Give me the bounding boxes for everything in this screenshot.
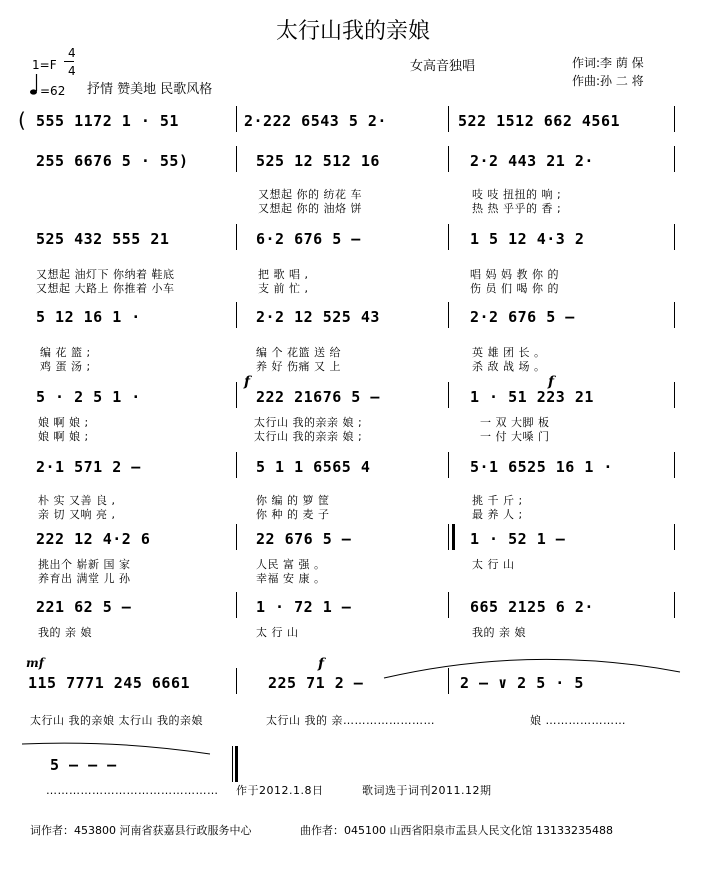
barline xyxy=(674,302,675,328)
measure-1: 5 · 2 5 1 · xyxy=(36,388,141,406)
lyric-verse1: 唱 妈 妈 教 你 的 xyxy=(470,268,559,281)
measure-3: 665 2125 6 2· xyxy=(470,598,594,616)
lyric-verse1: 太行山 我的 亲…………………… xyxy=(266,714,435,727)
lyric-verse2: 一 付 大嗓 门 xyxy=(480,430,550,443)
lyric-verse2: 伤 员 们 喝 你 的 xyxy=(470,282,559,295)
voice-type: 女高音独唱 xyxy=(410,59,476,74)
dynamic-forte: f xyxy=(548,374,555,390)
barline xyxy=(448,302,449,328)
barline xyxy=(236,106,237,132)
lyric-verse2: 杀 敌 战 场 。 xyxy=(472,360,546,373)
time-signature-top: 4 xyxy=(68,46,76,60)
lyric-verse2: 幸福 安 康 。 xyxy=(256,572,326,585)
measure-3: 1 5 12 4·3 2 xyxy=(470,230,585,248)
measure-2: 525 12 512 16 xyxy=(256,152,380,170)
measure-3: 522 1512 662 4561 xyxy=(458,112,621,130)
barline xyxy=(448,668,449,694)
final-barline-thick xyxy=(235,746,238,782)
barline xyxy=(236,224,237,250)
lyric-verse1: 挑 千 斤 ; xyxy=(472,494,523,507)
lyric-verse1: 编 个 花篮 送 给 xyxy=(256,346,341,359)
lyric-verse1: 编 花 篮 ; xyxy=(40,346,91,359)
barline xyxy=(448,592,449,618)
measure-3: 5·1 6525 16 1 · xyxy=(470,458,613,476)
lyric-verse1: 我的 亲 娘 xyxy=(38,626,92,639)
lyric-verse1: 一 双 大脚 板 xyxy=(480,416,550,429)
barline xyxy=(236,668,237,694)
measure-2: 225 71 2 — xyxy=(268,674,364,692)
measure-2: 1 · 72 1 — xyxy=(256,598,352,616)
quarter-note-icon xyxy=(30,74,38,96)
lyric-verse1: 太 行 山 xyxy=(256,626,299,639)
lyric-verse2: 热 热 乎乎的 香 ; xyxy=(472,202,562,215)
barline xyxy=(236,146,237,172)
measure-1: 5 12 16 1 · xyxy=(36,308,141,326)
barline xyxy=(674,452,675,478)
lyric-verse1: 人民 富 强 。 xyxy=(256,558,326,571)
lyric-verse1: 娘 啊 娘 ; xyxy=(38,416,89,429)
barline xyxy=(674,592,675,618)
lyric-verse1: 吱 吱 扭扭的 响 ; xyxy=(472,188,562,201)
barline xyxy=(674,224,675,250)
lyric-verse1: 娘 ………………… xyxy=(530,714,626,727)
barline xyxy=(448,146,449,172)
lyric-verse2: 养 好 伤痛 又 上 xyxy=(256,360,341,373)
lyric-source: 歌词选于词刊2011.12期 xyxy=(362,784,492,797)
lyric-verse2: 养育出 满堂 儿 孙 xyxy=(38,572,131,585)
tempo-marking: =62 xyxy=(40,84,66,98)
time-signature-bottom: 4 xyxy=(68,64,76,78)
measure-3: 2 — ∨ 2 5 · 5 xyxy=(460,674,584,692)
lyric-verse1: 太行山 我的亲娘 太行山 我的亲娘 xyxy=(30,714,203,727)
measure-3: 1 · 52 1 — xyxy=(470,530,566,548)
barline xyxy=(448,106,449,132)
measure-3: 2·2 443 21 2· xyxy=(470,152,594,170)
measure-1: 221 62 5 — xyxy=(36,598,132,616)
lyric-verse1: 太行山 我的亲亲 娘 ; xyxy=(254,416,363,429)
measure-1: 2·1 571 2 — xyxy=(36,458,141,476)
barline xyxy=(674,524,675,550)
measure-2: 6·2 676 5 — xyxy=(256,230,361,248)
measure-3: 2·2 676 5 — xyxy=(470,308,575,326)
time-signature-line xyxy=(64,61,74,62)
barline xyxy=(236,382,237,408)
measure-1: 255 6676 5 · 55) xyxy=(36,152,189,170)
lyric-verse2: 最 养 人 ; xyxy=(472,508,523,521)
measure-2: 222 21676 5 — xyxy=(256,388,380,406)
barline xyxy=(674,106,675,132)
lyricist: 作词:李 荫 保 xyxy=(572,56,644,70)
double-barline xyxy=(452,524,455,550)
measure-1: 525 432 555 21 xyxy=(36,230,170,248)
lyric-verse1: 太 行 山 xyxy=(472,558,515,571)
intro-paren: ( xyxy=(18,108,26,132)
barline xyxy=(674,146,675,172)
measure-2: 5 1 1 6565 4 xyxy=(256,458,371,476)
dynamic-forte: f xyxy=(318,656,325,672)
measure-2: 22 676 5 — xyxy=(256,530,352,548)
final-measure: 5 — — — xyxy=(50,756,117,774)
lyric-verse2: 支 前 忙 , xyxy=(258,282,309,295)
measure-3: 1 · 51 223 21 xyxy=(470,388,594,406)
barline xyxy=(236,452,237,478)
barline xyxy=(236,592,237,618)
song-title: 太行山我的亲娘 xyxy=(275,19,430,44)
lyric-verse1: 又想起 你的 纺花 车 xyxy=(258,188,362,201)
composition-date: 作于2012.1.8日 xyxy=(236,784,324,797)
barline xyxy=(236,302,237,328)
expression-marking: 抒情 赞美地 民歌风格 xyxy=(87,82,213,97)
lyric-verse2: 亲 切 又响 亮 , xyxy=(38,508,116,521)
lyric-verse2: 又想起 大路上 你推着 小车 xyxy=(36,282,175,295)
measure-1: 555 1172 1 · 51 xyxy=(36,112,179,130)
measure-1: 222 12 4·2 6 xyxy=(36,530,151,548)
lyric-verse2: 你 种 的 麦 子 xyxy=(256,508,330,521)
lyric-verse1: 你 编 的 箩 筐 xyxy=(256,494,330,507)
lyric-verse2: 又想起 你的 油烙 饼 xyxy=(258,202,362,215)
barline xyxy=(236,524,237,550)
barline xyxy=(448,452,449,478)
lyric-verse2: 鸡 蛋 汤 ; xyxy=(40,360,91,373)
key-signature: 1=F xyxy=(32,58,57,72)
measure-2: 2·222 6543 5 2· xyxy=(244,112,387,130)
barline xyxy=(448,524,449,550)
lyric-verse1: 英 雄 团 长 。 xyxy=(472,346,546,359)
final-barline-thin xyxy=(232,746,233,782)
lyric-verse2: 娘 啊 娘 ; xyxy=(38,430,89,443)
measure-2: 2·2 12 525 43 xyxy=(256,308,380,326)
composer-address: 曲作者：045100 山西省阳泉市盂县人民文化馆 13133235488 xyxy=(300,824,613,837)
composer: 作曲:孙 二 将 xyxy=(572,74,644,88)
trailing-dots: ……………………………………… xyxy=(46,784,219,797)
lyric-verse2: 太行山 我的亲亲 娘 ; xyxy=(254,430,363,443)
barline xyxy=(448,224,449,250)
lyric-verse1: 朴 实 又善 良 , xyxy=(38,494,116,507)
lyric-verse1: 我的 亲 娘 xyxy=(472,626,526,639)
lyric-verse1: 又想起 油灯下 你纳着 鞋底 xyxy=(36,268,175,281)
measure-1: 115 7771 245 6661 xyxy=(28,674,191,692)
lyric-verse1: 挑出个 崭新 国 家 xyxy=(38,558,131,571)
dynamic-mezzo-forte: mf xyxy=(26,656,44,670)
lyric-verse1: 把 歌 唱 , xyxy=(258,268,309,281)
barline xyxy=(674,382,675,408)
lyricist-address: 词作者：453800 河南省获嘉县行政服务中心 xyxy=(30,824,252,837)
barline xyxy=(448,382,449,408)
dynamic-forte: f xyxy=(244,374,251,390)
